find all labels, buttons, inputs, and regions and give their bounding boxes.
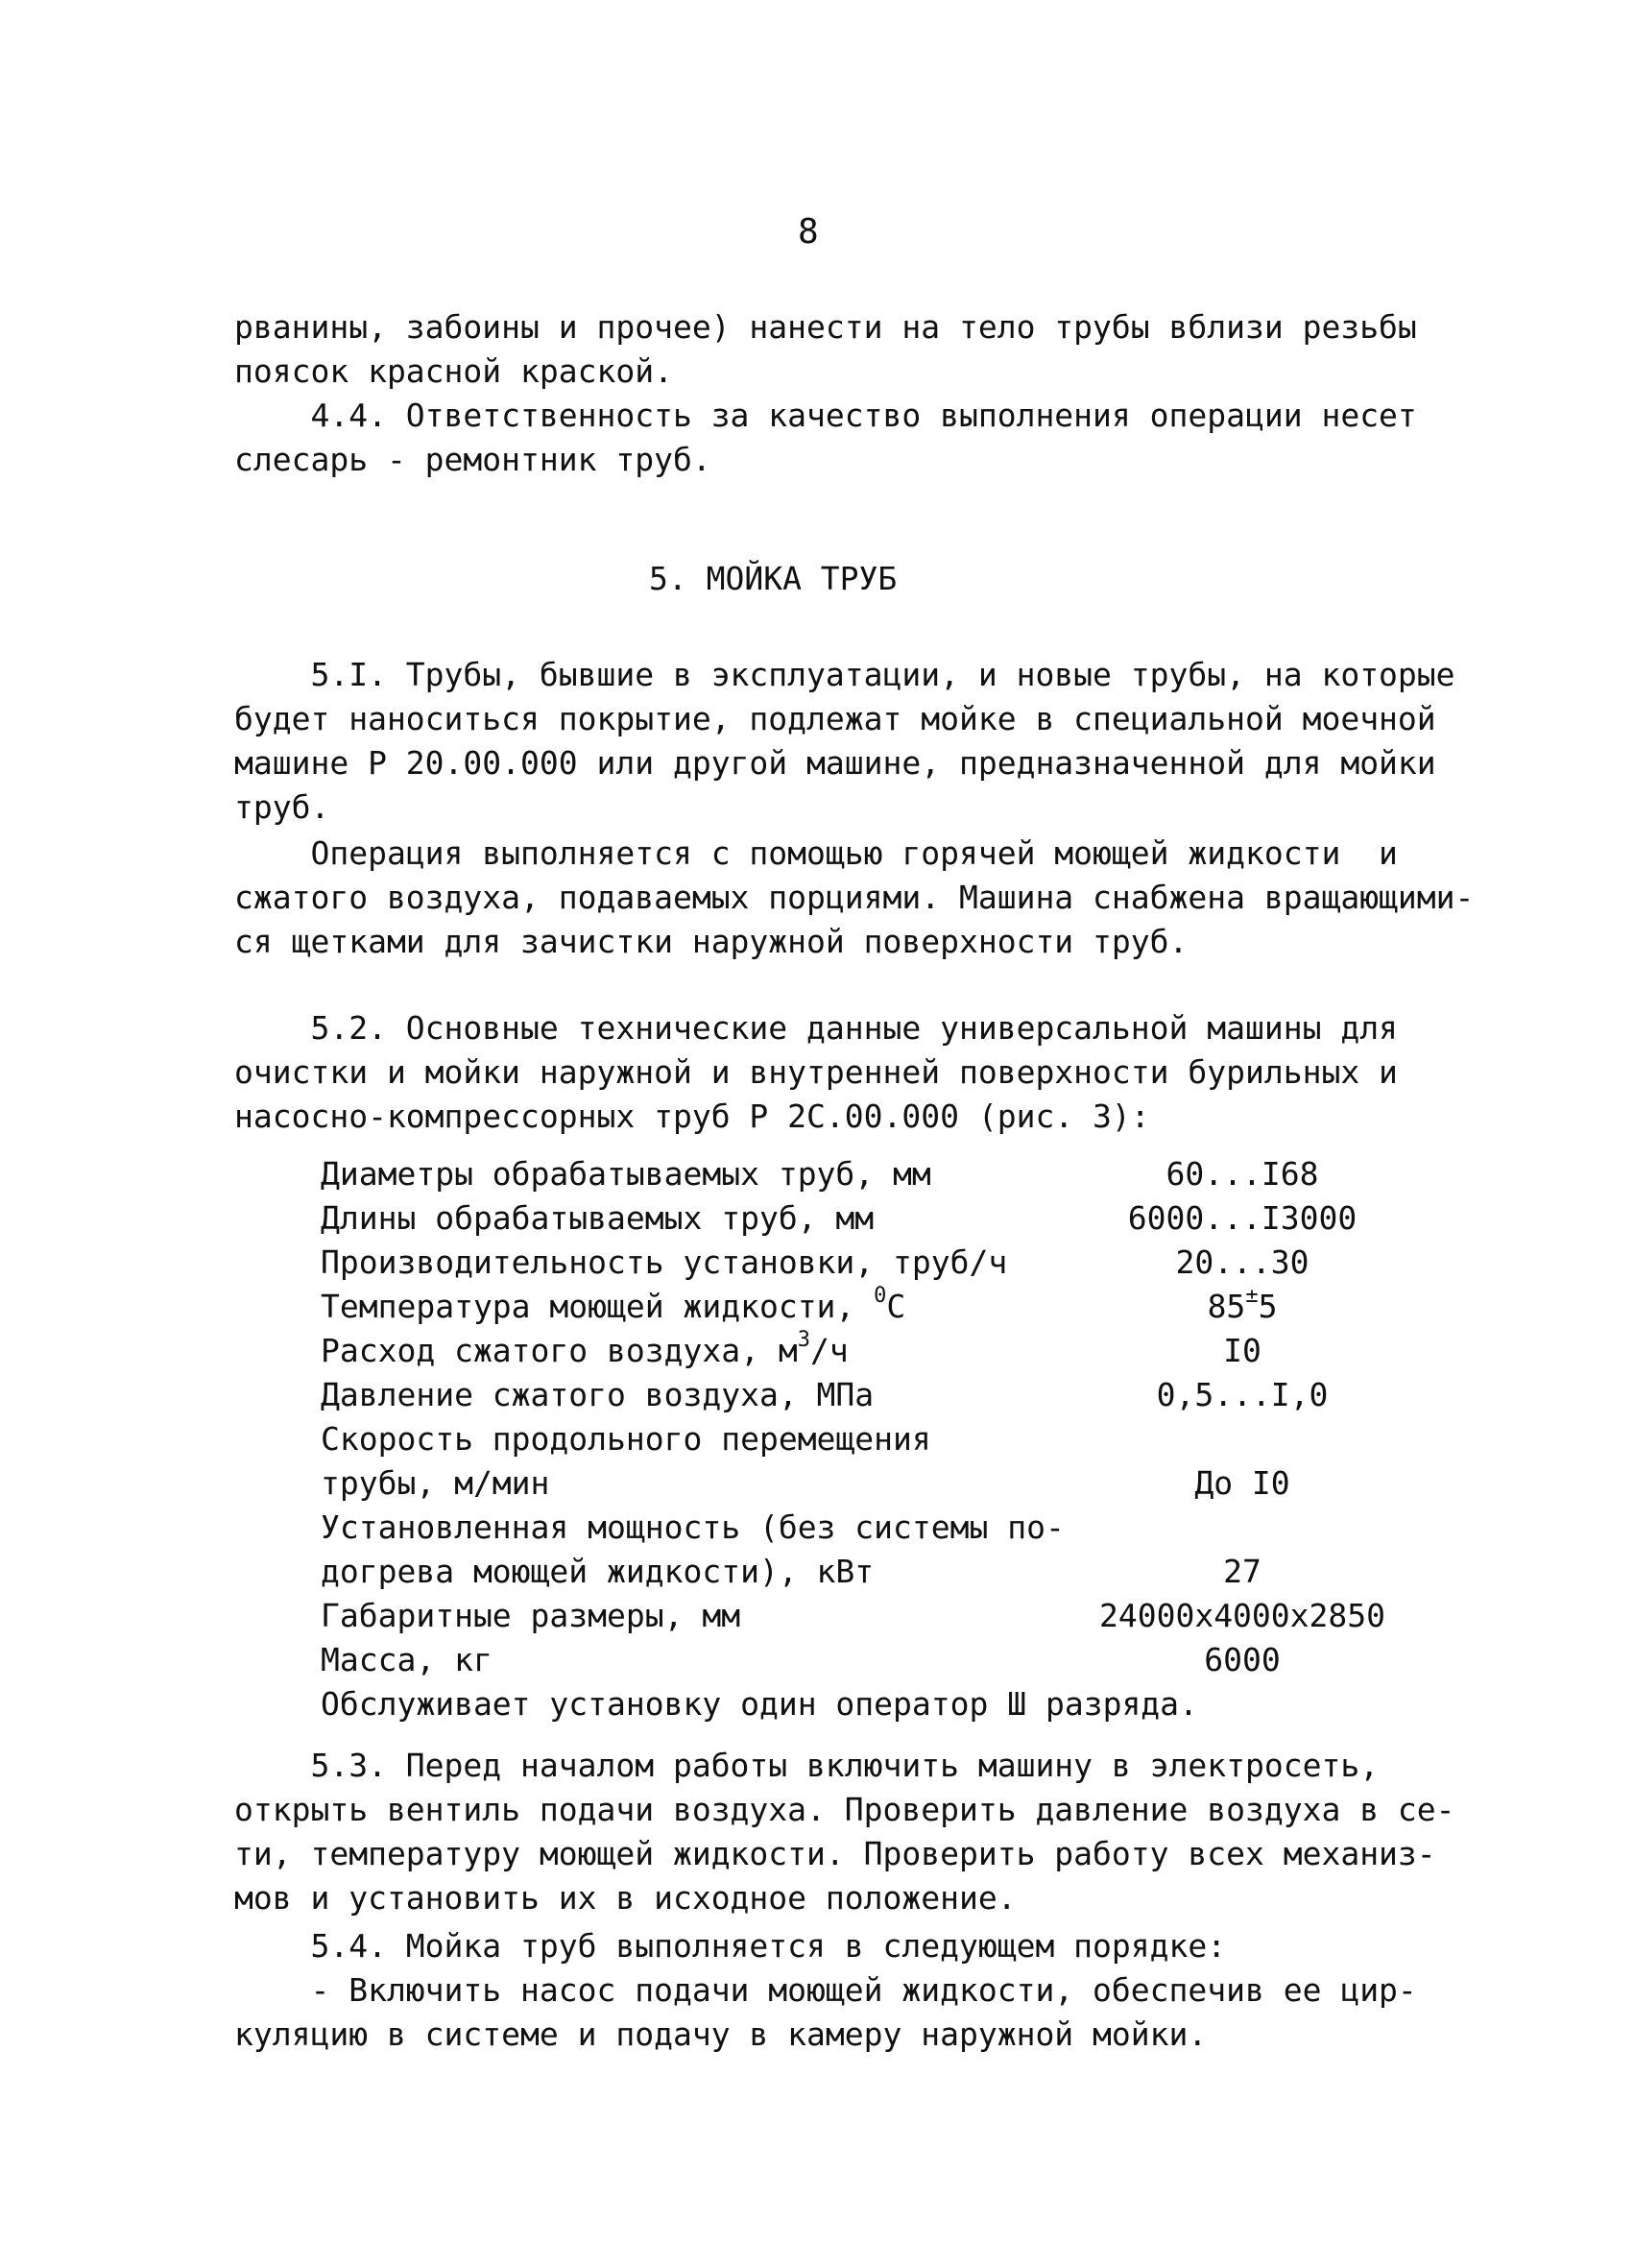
spec-value: 60...I68 (1165, 1155, 1319, 1193)
spec-unit: С (886, 1288, 906, 1325)
spec-label-text: Температура моющей жидкости, (321, 1288, 875, 1325)
spec-label: Обслуживает установку один оператор Ш разряда. (321, 1685, 1198, 1723)
spec-label: Длины обрабатываемых труб, мм (321, 1199, 875, 1237)
spec-value: 0,5...I,0 (1156, 1376, 1329, 1413)
spec-label: Скорость продольного перемещения (321, 1420, 931, 1458)
page-number: 8 (798, 212, 819, 252)
spec-unit: /ч (809, 1332, 849, 1369)
text-line: машине Р 20.00.000 или другой машине, предназначенной для мойки (234, 744, 1436, 782)
spec-value (1079, 1285, 1406, 1329)
spec-label: Производительность установки, труб/ч (321, 1243, 1008, 1281)
text-line: рванины, забоины и прочее) нанести на тело трубы вблизи резьбы (234, 308, 1417, 346)
spec-value: 20...30 (1175, 1243, 1310, 1281)
text-line: ся щетками для зачистки наружной поверхности труб. (234, 923, 1189, 960)
spec-label (321, 1329, 849, 1373)
spec-label: Установленная мощность (без системы по- (321, 1508, 1065, 1546)
spec-label (321, 1285, 905, 1329)
text-line: мов и установить их в исходное положение. (234, 1879, 1017, 1917)
spec-row-power-line1 (321, 1506, 1406, 1550)
spec-label-text: Расход сжатого воздуха, м (321, 1332, 798, 1369)
spec-value: 6000 (1204, 1641, 1281, 1678)
spec-row-speed (321, 1461, 1406, 1506)
spec-label: Давление сжатого воздуха, МПа (321, 1376, 875, 1413)
text-line: сжатого воздуха, подаваемых порциями. Машина снабжена вращающими- (234, 879, 1475, 916)
text-line: 5.2. Основные технические данные универсальной машины для (234, 1009, 1398, 1047)
plus-minus-sup: ± (1245, 1284, 1259, 1308)
spec-row-air-flow (321, 1329, 1406, 1373)
text-line: Операция выполняется с помощью горячей моющей жидкости и (234, 834, 1398, 872)
text-line: 5.4. Мойка труб выполняется в следующем порядке: (234, 1927, 1227, 1965)
spec-label: Диаметры обрабатываемых труб, мм (321, 1155, 931, 1193)
text-line: будет наноситься покрытие, подлежат мойке в специальной моечной (234, 700, 1436, 737)
spec-value: I0 (1223, 1332, 1262, 1369)
spec-row-power (321, 1550, 1406, 1594)
text-line: очистки и мойки наружной и внутренней поверхности бурильных и (234, 1053, 1398, 1091)
spec-value-base: 85 (1207, 1288, 1246, 1325)
text-line: открыть вентиль подачи воздуха. Проверить давление воздуха в се- (234, 1791, 1455, 1828)
spec-value: 27 (1223, 1553, 1262, 1590)
section-heading: 5. МОЙКА ТРУБ (649, 560, 898, 597)
degree-sup: 0 (874, 1284, 887, 1308)
text-line: куляцию в системе и подачу в камеру наружной мойки. (234, 2015, 1208, 2053)
spec-row-speed-line1 (321, 1417, 1406, 1461)
cube-sup: 3 (797, 1328, 810, 1352)
spec-row-air-pressure (321, 1373, 1406, 1417)
text-line: 4.4. Ответственность за качество выполнения операции несет (234, 397, 1417, 434)
spec-row-diameter (321, 1152, 1406, 1196)
text-line: слесарь - ремонтник труб. (234, 441, 711, 478)
text-line: 5.I. Трубы, бывшие в эксплуатации, и новые трубы, на которые (234, 656, 1455, 693)
text-line: поясок красной краской. (234, 352, 673, 390)
text-line: 5.3. Перед началом работы включить машину в электросеть, (234, 1747, 1380, 1784)
text-line: ти, температуру моющей жидкости. Проверить работу всех механиз- (234, 1835, 1436, 1872)
spec-label: Габаритные размеры, мм (321, 1597, 741, 1634)
text-line: насосно-компрессорных труб Р 2С.00.000 (рис. 3): (234, 1098, 1150, 1135)
spec-value-tail: 5 (1258, 1288, 1278, 1325)
spec-value: 6000...I3000 (1127, 1199, 1358, 1237)
text-line: труб. (234, 788, 330, 826)
spec-row-temperature (321, 1285, 1406, 1329)
spec-operator-note (321, 1682, 1406, 1726)
spec-label: трубы, м/мин (321, 1464, 550, 1502)
text-line: - Включить насос подачи моющей жидкости, обеспечив ее цир- (234, 1971, 1417, 2009)
spec-row-dimensions (321, 1594, 1406, 1638)
spec-row-productivity (321, 1241, 1406, 1285)
spec-value: 24000x4000x2850 (1098, 1597, 1385, 1634)
spec-row-length (321, 1196, 1406, 1241)
spec-value: До I0 (1194, 1464, 1290, 1502)
spec-row-mass (321, 1638, 1406, 1682)
spec-label: догрева моющей жидкости), кВт (321, 1553, 875, 1590)
spec-label: Масса, кг (321, 1641, 493, 1678)
